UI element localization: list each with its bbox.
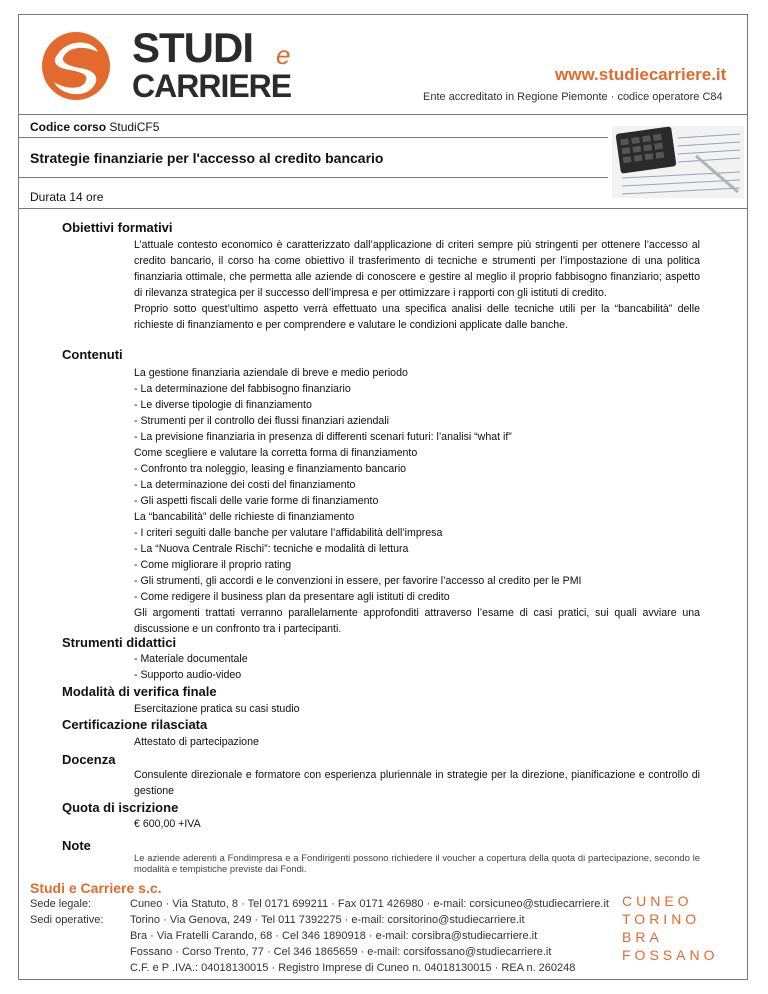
- course-title: Strategie finanziarie per l'accesso al credito bancario: [30, 150, 384, 166]
- contenuti-closing: Gli argomenti trattati verranno parallelamente approfonditi attraverso l’esame di casi pratici, sui quali avviare una discussione e un confronto tra i partecipanti.: [134, 607, 700, 635]
- logo-mark-icon: [40, 30, 112, 102]
- heading-strumenti: Strumenti didattici: [62, 635, 177, 650]
- heading-docenza: Docenza: [62, 752, 116, 767]
- contenuti-line: - Confronto tra noleggio, leasing e finanziamento bancario: [134, 463, 407, 475]
- heading-verifica: Modalità di verifica finale: [62, 684, 217, 699]
- contenuti-line: - Le diverse tipologie di finanziamento: [134, 399, 312, 411]
- contenuti-line: - La determinazione dei costi del finanziamento: [134, 479, 356, 491]
- obiettivi-paragraph-1: L’attuale contesto economico è caratterizzato dall’applicazione di criteri sempre più stringenti per ottenere l’accesso al credito bancario, il corso ha come obiettivo il trasferimento di tecniche e strumenti per l’impostazione di una politica finanziaria ottimale, che permetta alle aziende di conoscere e gestire al meglio il proprio fabbisogno finanziario; aspetto di rilevanza strategica per il successo dell’impresa e per ottimizzare i rapporti con gli istituti di credito.: [134, 239, 700, 299]
- contenuti-line: - Gli aspetti fiscali delle varie forme di finanziamento: [134, 495, 379, 507]
- footer-address-line: Fossano · Corso Trento, 77 · Cel 346 1865659 · e-mail: corsifossano@studiecarriere.it: [130, 946, 552, 958]
- course-code-label: Codice corso: [30, 120, 107, 134]
- heading-certificazione: Certificazione rilasciata: [62, 717, 208, 732]
- contenuti-line: - Strumenti per il controllo dei flussi finanziari aziendali: [134, 415, 389, 427]
- footer-address-line: Torino · Via Genova, 249 · Tel 011 7392275 · e-mail: corsitorino@studiecarriere.it: [130, 914, 525, 926]
- certificazione-text: Attestato di partecipazione: [134, 736, 259, 748]
- contenuti-line: - Come migliorare il proprio rating: [134, 559, 292, 571]
- heading-note: Note: [62, 838, 91, 853]
- contenuti-line: La gestione finanziaria aziendale di breve e medio periodo: [134, 367, 408, 379]
- accreditation-text: Ente accreditato in Regione Piemonte · codice operatore C84: [423, 91, 723, 103]
- note-text: Le aziende aderenti a Fondimpresa e a Fondirigenti possono richiedere il voucher a copertura della quota di partecipazione, secondo le modalità e tempistiche previste dai Fondi.: [134, 852, 700, 874]
- footer-address-line: C.F. e P .IVA.: 04018130015 · Registro Imprese di Cuneo n. 04018130015 · REA n. 260248: [130, 962, 576, 974]
- brand-name-carriere: CARRIERE: [132, 68, 292, 104]
- heading-obiettivi: Obiettivi formativi: [62, 220, 173, 235]
- sede-operative-label: Sedi operative:: [30, 914, 104, 926]
- divider-duration: [18, 208, 748, 209]
- footer-company-name: Studi e Carriere s.c.: [30, 880, 162, 896]
- calculator-finance-image: [612, 126, 744, 198]
- sede-legale-label: Sede legale:: [30, 898, 92, 910]
- course-duration: Durata 14 ore: [30, 190, 104, 204]
- header-divider: [18, 114, 748, 115]
- quota-text: € 600,00 +IVA: [134, 818, 201, 830]
- strumenti-line: - Supporto audio-video: [134, 669, 242, 681]
- contenuti-line: - I criteri seguiti dalle banche per valutare l’affidabilità dell’impresa: [134, 527, 443, 539]
- strumenti-line: - Materiale documentale: [134, 653, 248, 665]
- heading-contenuti: Contenuti: [62, 347, 123, 362]
- contenuti-line: La “bancabilità” delle richieste di finanziamento: [134, 511, 355, 523]
- brand-name-studi: STUDI: [132, 24, 253, 71]
- contenuti-line: - La previsione finanziaria in presenza di differenti scenari futuri: l’analisi “what if”: [134, 431, 512, 443]
- contenuti-line: - Come redigere il business plan da presentare agli istituti di credito: [134, 591, 450, 603]
- city-cuneo: CUNEO: [622, 893, 693, 909]
- city-bra: BRA: [622, 929, 663, 945]
- obiettivi-paragraph-2: Proprio sotto quest’ultimo aspetto verrà effettuato una specifica analisi delle tecniche utili per la “bancabilità” delle richieste di finanziamento e per comprendere e valutare le condizioni applicate dalle banche.: [134, 303, 700, 331]
- website-link[interactable]: www.studiecarriere.it: [555, 65, 727, 84]
- brand-name-e: e: [276, 40, 291, 70]
- contenuti-line: - La determinazione del fabbisogno finanziario: [134, 383, 351, 395]
- city-fossano: FOSSANO: [622, 947, 719, 963]
- divider-code: [18, 137, 608, 138]
- course-code-value: StudiCF5: [109, 120, 160, 134]
- city-torino: TORINO: [622, 911, 701, 927]
- contenuti-line: Come scegliere e valutare la corretta forma di finanziamento: [134, 447, 418, 459]
- docenza-text: Consulente direzionale e formatore con esperienza pluriennale in strategie per la direzione, pianificazione e controllo di gestione: [134, 769, 700, 797]
- course-code: [30, 120, 159, 134]
- verifica-text: Esercitazione pratica su casi studio: [134, 703, 300, 715]
- studi-e-carriere-logo: [40, 26, 290, 104]
- contenuti-line: - Gli strumenti, gli accordi e le convenzioni in essere, per favorire l’accesso al credito per le PMI: [134, 575, 582, 587]
- footer-address-line: Bra · Via Fratelli Carando, 68 · Cel 346 1890918 · e-mail: corsibra@studiecarriere.it: [130, 930, 538, 942]
- heading-quota: Quota di iscrizione: [62, 800, 179, 815]
- contenuti-line: - La “Nuova Centrale Rischi”: tecniche e modalità di lettura: [134, 543, 409, 555]
- footer-address-line: Cuneo · Via Statuto, 8 · Tel 0171 699211 · Fax 0171 426980 · e-mail: corsicuneo@studiecarriere.it: [130, 898, 609, 910]
- divider-title: [18, 177, 608, 178]
- obiettivi-text: [134, 237, 700, 333]
